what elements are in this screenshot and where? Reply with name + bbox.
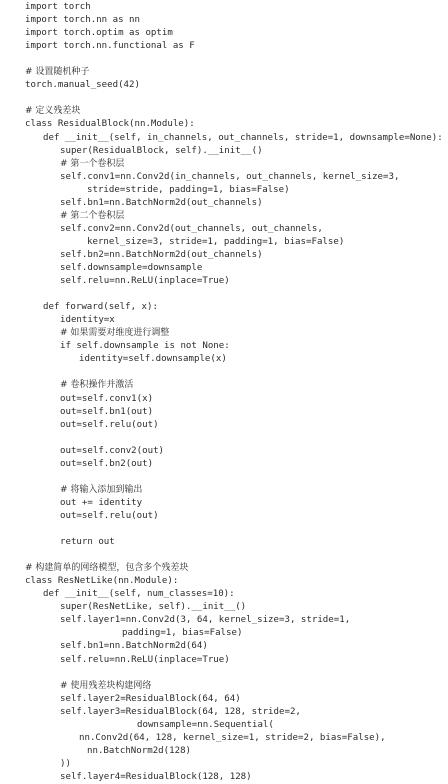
code-line: self.layer1=nn.Conv2d(3, 64, kernel_size=3, stride=1,	[60, 615, 351, 626]
code-line: nn.Conv2d(64, 128, kernel_size=1, stride=2, bias=False),	[79, 732, 386, 743]
code-line: self.conv2=nn.Conv2d(out_channels, out_channels,	[60, 223, 323, 234]
code-line: import torch.nn.functional as F	[25, 41, 195, 52]
code-line: self.bn2=nn.BatchNorm2d(out_channels)	[60, 249, 263, 260]
code-line: super(ResNetLike, self).__init__()	[60, 602, 247, 613]
code-comment-line: # 第二个卷积层	[60, 210, 125, 221]
code-comment-line: # 使用残差块构建网络	[60, 680, 152, 691]
code-line: kernel_size=3, stride=1, padding=1, bias=False)	[87, 236, 345, 247]
code-line: out=self.conv1(x)	[60, 393, 154, 404]
code-comment-line: # 构建简单的网络模型，包含多个残差块	[25, 563, 189, 574]
code-line: out=self.relu(out)	[60, 419, 159, 430]
code-line: return out	[60, 537, 115, 548]
code-line: nn.BatchNorm2d(128)	[87, 745, 192, 756]
code-line: self.layer2=ResidualBlock(64, 64)	[60, 693, 241, 704]
code-comment-line: # 将输入添加到输出	[60, 484, 143, 495]
code-line: import torch.nn as nn	[25, 15, 140, 26]
code-comment-line: # 第一个卷积层	[60, 158, 125, 169]
code-line: if self.downsample is not None:	[60, 341, 230, 352]
code-line: self.layer4=ResidualBlock(128, 128)	[60, 771, 252, 782]
code-line: class ResNetLike(nn.Module):	[25, 576, 179, 587]
code-line: torch.manual_seed(42)	[25, 80, 140, 91]
code-line: self.downsample=downsample	[60, 263, 203, 273]
code-line: def __init__(self, num_classes=10):	[43, 589, 235, 600]
code-line: out=self.bn1(out)	[60, 406, 154, 417]
code-comment-line: # 定义残差块	[25, 106, 81, 117]
code-line: out=self.relu(out)	[60, 510, 159, 521]
code-line: self.relu=nn.ReLU(inplace=True)	[60, 276, 230, 287]
code-line: def forward(self, x):	[43, 302, 158, 313]
code-line: stride=stride, padding=1, bias=False)	[87, 184, 290, 195]
code-line: self.conv1=nn.Conv2d(in_channels, out_channels, kernel_size=3,	[60, 171, 400, 182]
code-line: def __init__(self, in_channels, out_channels, stride=1, downsample=None):	[43, 132, 443, 143]
code-line: padding=1, bias=False)	[122, 628, 243, 639]
code-line: downsample=nn.Sequential(	[137, 719, 274, 730]
code-line: out += identity	[60, 497, 143, 508]
code-comment-line: # 卷积操作并激活	[60, 380, 134, 391]
code-line: ))	[60, 758, 71, 769]
code-line: self.bn1=nn.BatchNorm2d(64)	[60, 641, 208, 652]
code-line: identity=x	[60, 315, 115, 326]
code-line: self.bn1=nn.BatchNorm2d(out_channels)	[60, 197, 263, 208]
code-line: super(ResidualBlock, self).__init__()	[60, 145, 263, 156]
code-comment-line: # 设置随机种子	[25, 67, 90, 78]
code-comment-line: # 如果需要对维度进行调整	[60, 328, 170, 339]
code-line: self.layer3=ResidualBlock(64, 128, stride=2,	[60, 706, 301, 717]
code-line: class ResidualBlock(nn.Module):	[25, 119, 195, 130]
code-line: import torch	[25, 2, 91, 12]
code-line: import torch.optim as optim	[25, 28, 173, 39]
code-line: identity=self.downsample(x)	[79, 354, 227, 365]
code-line: out=self.conv2(out)	[60, 445, 165, 456]
code-line: out=self.bn2(out)	[60, 458, 154, 469]
code-line: self.relu=nn.ReLU(inplace=True)	[60, 654, 230, 665]
